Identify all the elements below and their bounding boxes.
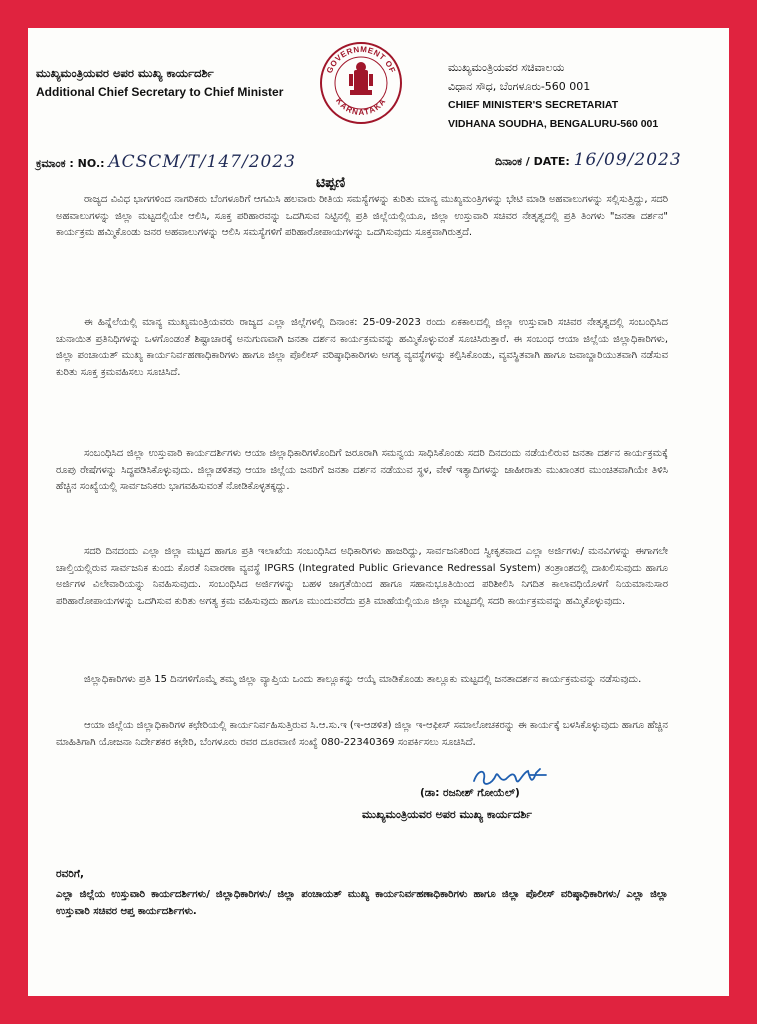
- paragraph-3: ಸಂಬಂಧಿಸಿದ ಜಿಲ್ಲಾ ಉಸ್ತುವಾರಿ ಕಾರ್ಯದರ್ಶಿಗಳು ಆಯಾ ಜಿಲ್ಲಾಧಿಕಾರಿಗಳೊಂದಿಗೆ ಜರೂರಾಗಿ ಸಮನ್ವಯ ಸಾಧಿಸಿಕೊಂಡು ಸದರಿ ದಿನದಂದು ನಡೆಯಲಿರುವ ಜನತಾ ದರ್ಶನ ಕಾರ್ಯಕ್ರಮಕ್ಕೆ ರೂಪು ರೇಷೆಗಳನ್ನು ಸಿದ್ಧಪಡಿಸಿಕೊಳ್ಳುವುದು. ಜಿಲ್ಲಾಡಳಿತವು ಆಯಾ ಜಿಲ್ಲೆಯ ಜನರಿಗೆ ಜನತಾ ದರ್ಶನ ನಡೆಯುವ ಸ್ಥಳ, ವೇಳೆ ಇತ್ಯಾದಿಗಳನ್ನು ಜಾಹೀರಾತು ಮುಖಾಂತರ ಮುಂಚಿತವಾಗಿಯೇ ತಿಳಿಸಿ ಹೆಚ್ಚಿನ ಸಂಖ್ಯೆಯಲ್ಲಿ ಸಾರ್ವಜನಿಕರು ಭಾಗವಹಿಸುವಂತೆ ನೋಡಿಕೊಳ್ಳತಕ್ಕದ್ದು.: [56, 448, 668, 493]
- secretariat-kannada: ಮುಖ್ಯಮಂತ್ರಿಯವರ ಸಚಿವಾಲಯ: [448, 61, 565, 74]
- document-sheet: [28, 28, 729, 996]
- date-label: ದಿನಾಂಕ / DATE:: [495, 155, 570, 168]
- reference-number: [36, 152, 296, 172]
- address-kannada: ವಿಧಾನ ಸೌಧ, ಬೆಂಗಳೂರು-560 001: [448, 80, 591, 93]
- reference-label: ಕ್ರಮಾಂಕ : NO.:: [36, 157, 105, 170]
- secretariat-english: CHIEF MINISTER'S SECRETARIAT: [448, 99, 619, 111]
- recipients-list: ಎಲ್ಲಾ ಜಿಲ್ಲೆಯ ಉಸ್ತುವಾರಿ ಕಾರ್ಯದರ್ಶಿಗಳು/ ಜಿಲ್ಲಾಧಿಕಾರಿಗಳು/ ಜಿಲ್ಲಾ ಪಂಚಾಯತ್ ಮುಖ್ಯ ಕಾರ್ಯನಿರ್ವಹಣಾಧಿಕಾರಿಗಳು ಹಾಗೂ ಜಿಲ್ಲಾ ಪೊಲೀಸ್ ವರಿಷ್ಠಾಧಿಕಾರಿಗಳು/ ಎಲ್ಲಾ ಜಿಲ್ಲಾ ಉಸ್ತುವಾರಿ ಸಚಿವರ ಆಪ್ತ ಕಾರ್ಯದರ್ಶಿಗಳು.: [56, 889, 668, 917]
- svg-text:KARNATAKA: KARNATAKA: [334, 96, 388, 118]
- document-date: [495, 150, 682, 170]
- government-emblem-icon: [318, 40, 404, 126]
- sender-title-kannada: ಮುಖ್ಯಮಂತ್ರಿಯವರ ಅಪರ ಮುಖ್ಯ ಕಾರ್ಯದರ್ಶಿ: [36, 66, 214, 80]
- recipients-label: ರವರಿಗೆ,: [56, 868, 84, 880]
- document-title: ಟಿಪ್ಪಣಿ: [316, 175, 346, 191]
- signatory-name: (ಡಾ: ರಜನೀಶ್ ಗೋಯೆಲ್): [420, 787, 520, 799]
- reference-value: ACSCM/T/147/2023: [108, 152, 296, 172]
- sender-title-english: Additional Chief Secretary to Chief Minister: [36, 85, 284, 99]
- paragraph-1: ರಾಜ್ಯದ ವಿವಿಧ ಭಾಗಗಳಿಂದ ನಾಗರಿಕರು ಬೆಂಗಳೂರಿಗೆ ಆಗಮಿಸಿ ಹಲವಾರು ರೀತಿಯ ಸಮಸ್ಯೆಗಳನ್ನು ಕುರಿತು ಮಾನ್ಯ ಮುಖ್ಯಮಂತ್ರಿಗಳನ್ನು ಭೇಟಿ ಮಾಡಿ ಅಹವಾಲುಗಳನ್ನು ಸಲ್ಲಿಸುತ್ತಿದ್ದು, ಸದರಿ ಅಹವಾಲುಗಳನ್ನು ಜಿಲ್ಲಾ ಮಟ್ಟದಲ್ಲಿಯೇ ಆಲಿಸಿ, ಸೂಕ್ತ ಪರಿಹಾರವನ್ನು ಒದಗಿಸುವ ನಿಟ್ಟಿನಲ್ಲಿ ಪ್ರತಿ ಜಿಲ್ಲೆಯಲ್ಲಿಯೂ, ಜಿಲ್ಲಾ ಉಸ್ತುವಾರಿ ಸಚಿವರ ನೇತೃತ್ವದಲ್ಲಿ ಪ್ರತಿ ತಿಂಗಳು "ಜನತಾ ದರ್ಶನ" ಕಾರ್ಯಕ್ರಮ ಹಮ್ಮಿಕೊಂಡು ಜನರ ಅಹವಾಲುಗಳನ್ನು ಆಲಿಸಿ ಸಮಸ್ಯೆಗಳಿಗೆ ಪರಿಹಾರೋಪಾಯಗಳನ್ನು ಒದಗಿಸುವುದು ಸೂಕ್ತವಾಗಿರುತ್ತದೆ.: [56, 194, 668, 239]
- signatory-designation: ಮುಖ್ಯಮಂತ್ರಿಯವರ ಅಪರ ಮುಖ್ಯ ಕಾರ್ಯದರ್ಶಿ: [362, 808, 533, 821]
- paragraph-2: ಈ ಹಿನ್ನೆಲೆಯಲ್ಲಿ ಮಾನ್ಯ ಮುಖ್ಯಮಂತ್ರಿಯವರು ರಾಜ್ಯದ ಎಲ್ಲಾ ಜಿಲ್ಲೆಗಳಲ್ಲಿ ದಿನಾಂಕ: 25-09-2023 ರಂದು ಏಕಕಾಲದಲ್ಲಿ ಜಿಲ್ಲಾ ಉಸ್ತುವಾರಿ ಸಚಿವರ ನೇತೃತ್ವದಲ್ಲಿ ಸಂಬಂಧಿಸಿದ ಚುನಾಯಿತ ಪ್ರತಿನಿಧಿಗಳನ್ನು ಒಳಗೊಂಡಂತೆ ಶಿಷ್ಟಾಚಾರಕ್ಕೆ ಅನುಗುಣವಾಗಿ ಜನತಾ ದರ್ಶನ ಕಾರ್ಯಕ್ರಮವನ್ನು ಹಮ್ಮಿಕೊಳ್ಳುವಂತೆ ಸೂಚಿಸಿರುತ್ತಾರೆ. ಈ ಸಂಬಂಧ ಆಯಾ ಜಿಲ್ಲೆಯ ಜಿಲ್ಲಾಧಿಕಾರಿಗಳು, ಜಿಲ್ಲಾ ಪಂಚಾಯತ್ ಮುಖ್ಯ ಕಾರ್ಯನಿರ್ವಹಣಾಧಿಕಾರಿಗಳು ಹಾಗೂ ಜಿಲ್ಲಾ ಪೊಲೀಸ್ ವರಿಷ್ಠಾಧಿಕಾರಿಗಳು ಅಗತ್ಯ ವ್ಯವಸ್ಥೆಗಳನ್ನು ಕಲ್ಪಿಸಿಕೊಂಡು, ವ್ಯವಸ್ಥಿತವಾಗಿ ಹಾಗೂ ಜವಾಬ್ದಾರಿಯುತವಾಗಿ ನಡೆಸುವ ಕುರಿತು ಸೂಕ್ತ ಕ್ರಮವಹಿಸಲು ಸೂಚಿಸಿದೆ.: [56, 317, 668, 378]
- date-value: 16/09/2023: [573, 150, 682, 170]
- paragraph-6: ಆಯಾ ಜಿಲ್ಲೆಯ ಜಿಲ್ಲಾಧಿಕಾರಿಗಳ ಕಛೇರಿಯಲ್ಲಿ ಕಾರ್ಯನಿರ್ವಹಿಸುತ್ತಿರುವ ಸಿ.ಆ.ಸು.ಇ (ಇ-ಆಡಳಿತ) ಜಿಲ್ಲಾ ಇ-ಆಫೀಸ್ ಸಮಾಲೋಚಕರನ್ನು ಈ ಕಾರ್ಯಕ್ಕೆ ಬಳಸಿಕೊಳ್ಳುವುದು ಹಾಗೂ ಹೆಚ್ಚಿನ ಮಾಹಿತಿಗಾಗಿ ಯೋಜನಾ ನಿರ್ದೇಶಕರ ಕಛೇರಿ, ಬೆಂಗಳೂರು ರವರ ದೂರವಾಣಿ ಸಂಖ್ಯೆ 080-22340369 ಸಂಪರ್ಕಿಸಲು ಸೂಚಿಸಿದೆ.: [56, 720, 668, 748]
- paragraph-4: ಸದರಿ ದಿನದಂದು ಎಲ್ಲಾ ಜಿಲ್ಲಾ ಮಟ್ಟದ ಹಾಗೂ ಪ್ರತಿ ಇಲಾಖೆಯ ಸಂಬಂಧಿಸಿದ ಅಧಿಕಾರಿಗಳು ಹಾಜರಿದ್ದು, ಸಾರ್ವಜನಿಕರಿಂದ ಸ್ವೀಕೃತವಾದ ಎಲ್ಲಾ ಅರ್ಜಿಗಳು/ ಮನವಿಗಳನ್ನು ಈಗಾಗಲೇ ಚಾಲ್ತಿಯಲ್ಲಿರುವ ಸಾರ್ವಜನಿಕ ಕುಂದು ಕೊರತೆ ನಿವಾರಣಾ ವ್ಯವಸ್ಥೆ IPGRS (Integrated Public Grievance Redressal System) ತಂತ್ರಾಂಶದಲ್ಲಿ ದಾಖಲಿಸುವುದು ಹಾಗೂ ಅರ್ಜಿಗಳ ವಿಲೇವಾರಿಯನ್ನು ನಿವಹಿಸುವುದು. ಸಂಬಂಧಿಸಿದ ಅರ್ಜಿಗಳನ್ನು ಬಹಳ ಜಾಗ್ರತೆಯಿಂದ ಹಾಗೂ ಸಹಾನುಭೂತಿಯಿಂದ ಪರಿಶೀಲಿಸಿ ನಿಗದಿತ ಕಾಲಾವಧಿಯೊಳಗೆ ನಿಯಮಾನುಸಾರ ಪರಿಹಾರೋಪಾಯಗಳನ್ನು ಒದಗಿಸುವ ಕುರಿತು ಅಗತ್ಯ ಕ್ರಮ ವಹಿಸುವುದು ಹಾಗೂ ಮುಂದುವರೆದು ಪ್ರತಿ ಮಾಹೆಯಲ್ಲಿಯೂ ಜಿಲ್ಲಾ ಮಟ್ಟದಲ್ಲಿ ಸದರಿ ಕಾರ್ಯಕ್ರಮವನ್ನು ಹಮ್ಮಿಕೊಳ್ಳುವುದು.: [56, 546, 668, 607]
- secretariat-block: [448, 58, 658, 134]
- svg-text:GOVERNMENT OF: GOVERNMENT OF: [324, 44, 398, 75]
- paragraph-5: ಜಿಲ್ಲಾಧಿಕಾರಿಗಳು ಪ್ರತಿ 15 ದಿನಗಳಿಗೊಮ್ಮೆ ತಮ್ಮ ಜಿಲ್ಲಾ ವ್ಯಾಪ್ತಿಯ ಒಂದು ತಾಲ್ಲೂಕನ್ನು ಆಯ್ಕೆ ಮಾಡಿಕೊಂಡು ತಾಲ್ಲೂಕು ಮಟ್ಟದಲ್ಲಿ ಜನತಾದರ್ಶನ ಕಾರ್ಯಕ್ರಮವನ್ನು ನಡೆಸುವುದು.: [84, 674, 642, 685]
- sender-block: [36, 66, 283, 99]
- address-english: VIDHANA SOUDHA, BENGALURU-560 001: [448, 118, 659, 130]
